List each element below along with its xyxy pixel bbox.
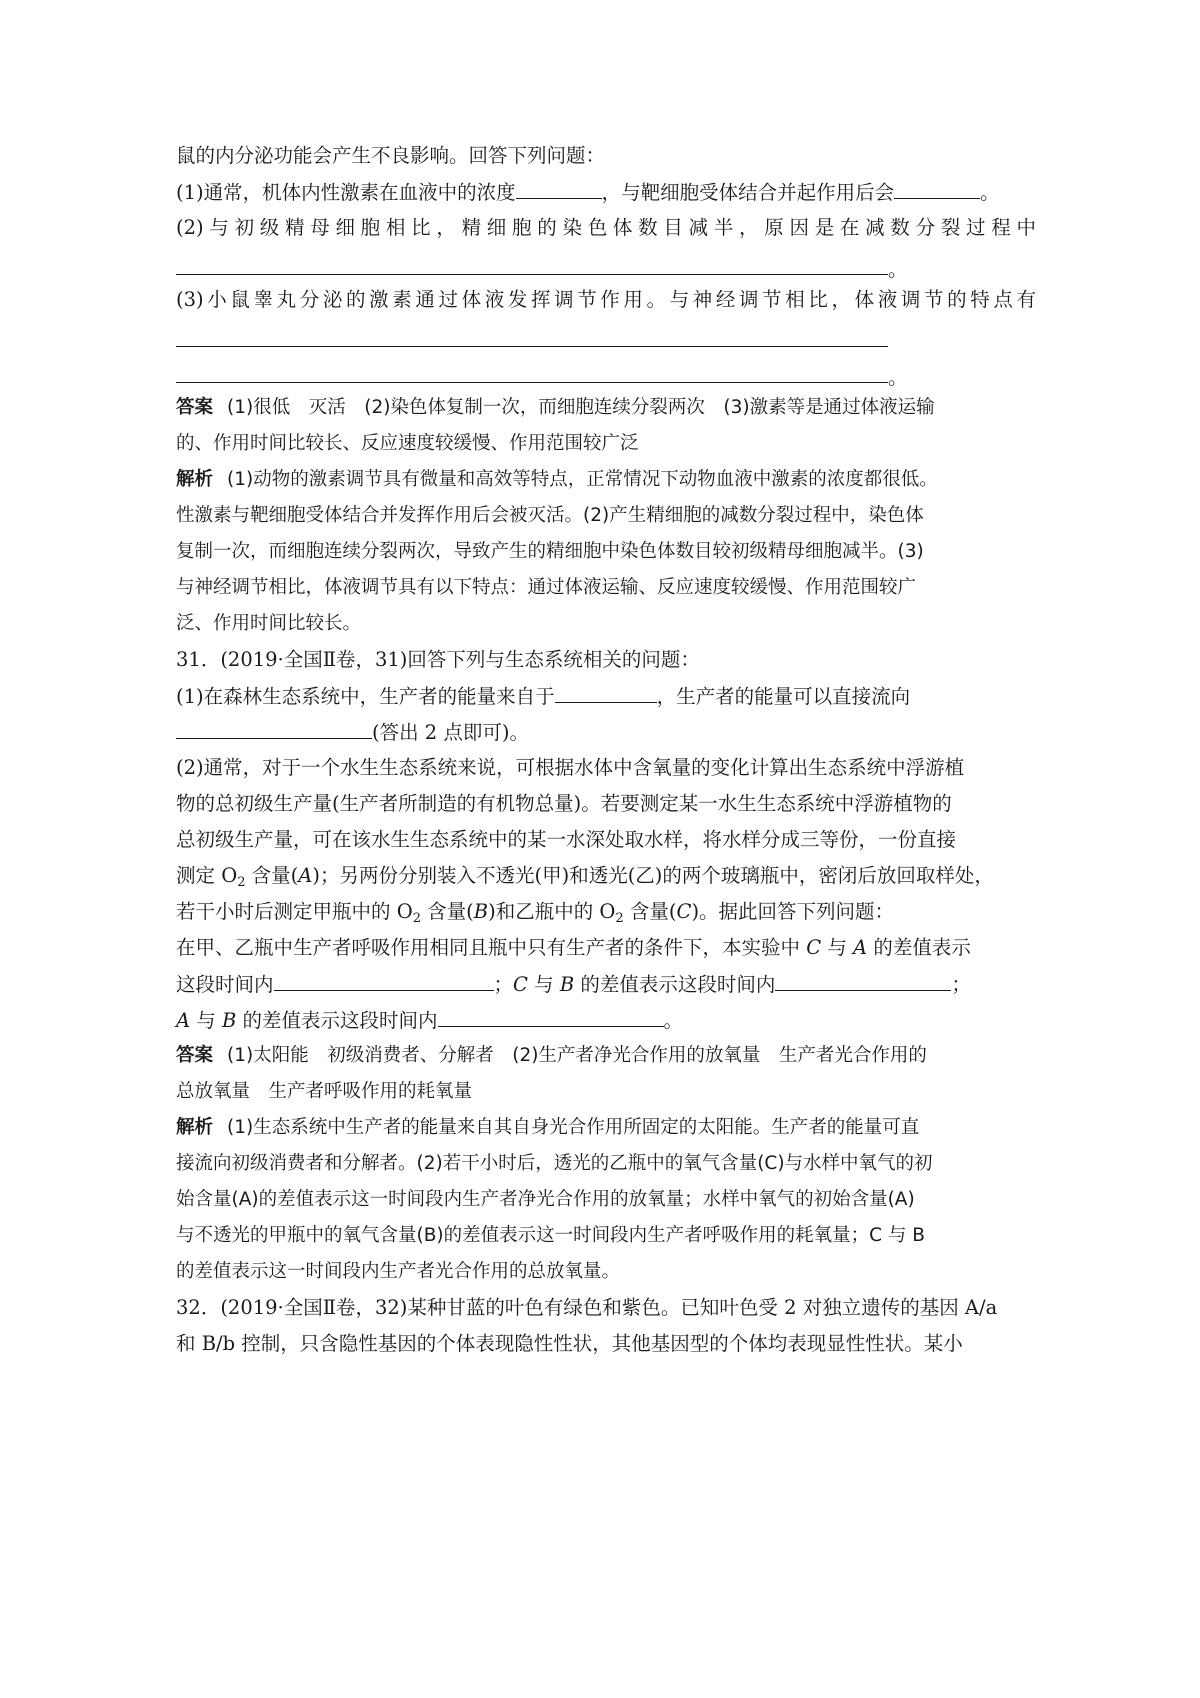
q30-part1: (1)通常，机体内性激素在血液中的浓度 ，与靶细胞受体结合并起作用后会 。 [176, 176, 1036, 212]
answer-blank[interactable] [894, 176, 980, 199]
answer-label: 答案 [176, 1045, 214, 1066]
q31-part2-l6: 在甲、乙瓶中生产者呼吸作用相同且瓶中只有生产者的条件下，本实验中 C 与 A 的差值表示 [176, 936, 971, 959]
explanation-label: 解析 [176, 469, 214, 490]
answer-blank[interactable] [516, 176, 602, 199]
q32-stem-l2: 和 B/b 控制，只含隐性基因的个体表现隐性性状，其他基因型的个体均表现显性性状。某小 [176, 1332, 963, 1355]
q31-answer-cont: 总放氧量 生产者呼吸作用的耗氧量 [176, 1081, 473, 1102]
q30-explanation-l2: 性激素与靶细胞受体结合并发挥作用后会被灭活。(2)产生精细胞的减数分裂过程中，染色体 [176, 505, 924, 526]
q30-explanation-l4: 与神经调节相比，体液调节具有以下特点：通过体液运输、反应速度较缓慢、作用范围较广 [176, 577, 917, 598]
q31-part2-l7: 这段时间内 ；C 与 B 的差值表示这段时间内 ； [176, 968, 1036, 1004]
q30-intro: 鼠的内分泌功能会产生不良影响。回答下列问题： [176, 144, 606, 167]
q31-explanation: 解析 (1)生态系统中生产者的能量来自其自身光合作用所固定的太阳能。生产者的能量可直 [176, 1117, 920, 1138]
q31-part2-l4: 测定 $O_2$ 含量(A)；另两份分别装入不透光(甲)和透光(乙)的两个玻璃瓶中，密闭后放回取样处， [176, 864, 994, 890]
answer-blank[interactable] [274, 968, 494, 991]
answer-blank[interactable] [176, 716, 372, 739]
q31-explanation-l3: 始含量(A)的差值表示这一时间段内生产者净光合作用的放氧量；水样中氧气的初始含量(A) [176, 1189, 915, 1210]
q31-explanation-l2: 接流向初级消费者和分解者。(2)若干小时后，透光的乙瓶中的氧气含量(C)与水样中氧气的初 [176, 1153, 933, 1174]
q31-part2-l5: 若干小时后测定甲瓶中的 $O_2$ 含量(B)和乙瓶中的 $O_2$ 含量(C)。据此回答下列问题： [176, 900, 895, 926]
answer-blank[interactable] [775, 968, 951, 991]
q31-part1: (1)在森林生态系统中，生产者的能量来自于 ，生产者的能量可以直接流向 [176, 680, 1036, 716]
q30-part2-blank[interactable]: 。 [176, 248, 1036, 284]
q31-explanation-l5: 的差值表示这一时间段内生产者光合作用的总放氧量。 [176, 1261, 621, 1282]
answer-blank[interactable] [438, 1004, 664, 1027]
q32-stem: 32．(2019·全国Ⅱ卷，32)某种甘蓝的叶色有绿色和紫色。已知叶色受 2 对独立遗传的基因 A/a [176, 1296, 998, 1319]
q30-part2: (2)与初级精母细胞相比，精细胞的染色体数目减半，原因是在减数分裂过程中 [176, 216, 1036, 239]
answer-blank[interactable] [555, 680, 657, 703]
explanation-label: 解析 [176, 1117, 214, 1138]
document-page [176, 140, 1036, 1364]
q31-part2-l8: A 与 B 的差值表示这段时间内 。 [176, 1004, 1036, 1040]
q30-answer-cont: 的、作用时间比较长、反应速度较缓慢、作用范围较广泛 [176, 433, 639, 454]
q30-explanation-l3: 复制一次，而细胞连续分裂两次，导致产生的精细胞中染色体数目较初级精母细胞减半。(3) [176, 541, 924, 562]
q31-part1-cont: (答出 2 点即可)。 [176, 716, 1036, 752]
q31-part2-l2: 物的总初级生产量(生产者所制造的有机物总量)。若要测定某一水生生态系统中浮游植物的 [176, 792, 952, 815]
q30-part3: (3)小鼠睾丸分泌的激素通过体液发挥调节作用。与神经调节相比，体液调节的特点有 [176, 288, 1036, 311]
q30-part3-blank-1[interactable] [176, 320, 1036, 356]
q31-stem: 31．(2019·全国Ⅱ卷，31)回答下列与生态系统相关的问题： [176, 648, 700, 671]
q30-part3-blank-2[interactable]: 。 [176, 356, 1036, 392]
q31-part2-l1: (2)通常，对于一个水生生态系统来说，可根据水体中含氧量的变化计算出生态系统中浮游植 [176, 756, 965, 779]
answer-label: 答案 [176, 397, 214, 418]
q30-explanation: 解析 (1)动物的激素调节具有微量和高效等特点，正常情况下动物血液中激素的浓度都很低。 [176, 469, 938, 490]
q30-answer: 答案 (1)很低 灭活 (2)染色体复制一次，而细胞连续分裂两次 (3)激素等是通过体液运输 [176, 397, 935, 418]
q31-answer: 答案 (1)太阳能 初级消费者、分解者 (2)生产者净光合作用的放氧量 生产者光合作用的 [176, 1045, 927, 1066]
q30-explanation-l5: 泛、作用时间比较长。 [176, 613, 362, 634]
q31-part2-l3: 总初级生产量，可在该水生生态系统中的某一水深处取水样，将水样分成三等份，一份直接 [176, 828, 957, 851]
q31-explanation-l4: 与不透光的甲瓶中的氧气含量(B)的差值表示这一时间段内生产者呼吸作用的耗氧量；C 与 B [176, 1225, 926, 1246]
